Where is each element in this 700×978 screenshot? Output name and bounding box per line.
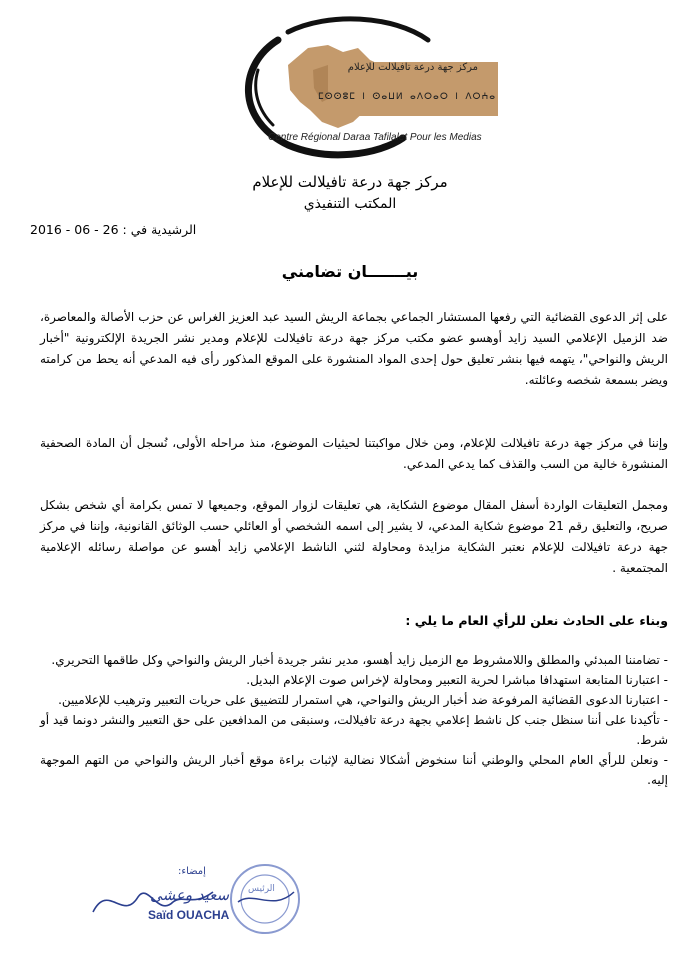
document-date: الرشيدية في : 26 - 06 - 2016 [30, 222, 197, 237]
paragraph-1: على إثر الدعوى القضائية التي رفعها المستشار الجماعي بجماعة الريش السيد عبد العزيز الغراس عن حزب الأصالة والمعاصرة، ضد الزميل الإعلامي السيد زايد أوهسو عضو مكتب مركز جهة درعة تافيلالت للإعلام ومدير نشر الجريدة الإلكترونية "أخبار الريش والنواحي"، يتهمه فيها بنشر تعليق حول إحدى المواد المنشورة على الموقع المذكور رأى فيه المدعي أنه يحط من كرامته ويضر بسمعة شخصه وعائلته. [40, 310, 668, 387]
declaration-point: - اعتبارنا المتابعة استهدافا مباشرا لحرية التعبير ومحاولة لإخراس صوت الإعلام البديل. [246, 673, 668, 687]
executive-office: المكتب التنفيذي [303, 196, 397, 212]
logo-arabic-name: مركز جهة درعة تافيلالت للإعلام [347, 62, 478, 73]
stamp-text: الرئيس [248, 884, 275, 894]
declaration-point: - تضامننا المبدئي والمطلق واللامشروط مع الزميل زايد أهسو، مدير نشر جريدة أخبار الريش والنواحي وكل طاقمها التحريري. [51, 653, 668, 667]
declaration-heading: وبناء على الحادث نعلن للرأي العام ما يلي : [405, 613, 668, 628]
logo [218, 10, 508, 160]
declaration-point: - ونعلن للرأي العام المحلي والوطني أننا سنخوض أشكالا نضالية لإثبات براءة موقع أخبار الريش والنواحي من التهم الموجهة إليه. [40, 753, 668, 787]
statement-title: بيـــــــان تضامني [281, 262, 419, 281]
declaration-points [40, 650, 668, 790]
paragraph-3: ومجمل التعليقات الواردة أسفل المقال موضوع الشكاية، هي تعليقات لزوار الموقع، وجميعها لا تمس بكرامة أي شخص بشكل صريح، والتعليق رقم 21 موضوع شكاية المدعي، لا يشير إلى اسمه الشخصي أو العائلي حسب الوثائق القانونية، وإننا في مركز جهة درعة تافيلالت للإعلام نعتبر الشكاية مزايدة ومحاولة لثني الناشط الإعلامي زايد أهسو عن مواصلة رسائله الإعلامية المجتمعية . [40, 498, 668, 575]
declaration-point: - تأكيدنا على أننا سنظل جنب كل ناشط إعلامي بجهة درعة تافيلالت، وسنبقى من المدافعين على حق التعبير والنشر دونما قيد أو شرط. [40, 713, 668, 747]
logo-tifinagh-name: ⵎⵙⵙⵓⵎ ⵏ ⵙⴰⵡⵍ ⴰⴷⵔⴰⵔ ⵏ ⴷⵔⵄⴰ [318, 92, 497, 102]
signature-label: إمضاء: [178, 866, 206, 877]
signer-name-arabic: سعيد وعشى [150, 886, 230, 904]
declaration-point: - اعتبارنا الدعوى القضائية المرفوعة ضد أخبار الريش والنواحي، هي استمرار للتضييق على حريات التعبير وترهيب للإعلاميين. [58, 693, 668, 707]
center-name: مركز جهة درعة تافيلالت للإعلام [252, 173, 448, 191]
logo-french-name: Centre Régional Daraa Tafilalet Pour les Medias [268, 132, 482, 143]
signer-name-latin: Saïd OUACHA [148, 908, 230, 922]
paragraph-2: وإننا في مركز جهة درعة تافيلالت للإعلام، ومن خلال مواكبتنا لحيثيات الموضوع، منذ مراحله الأولى، نُسجل أن المادة الصحفية المنشورة خالية من السب والقذف كما يدعي المدعي. [40, 436, 668, 471]
official-stamp-icon [228, 862, 302, 936]
